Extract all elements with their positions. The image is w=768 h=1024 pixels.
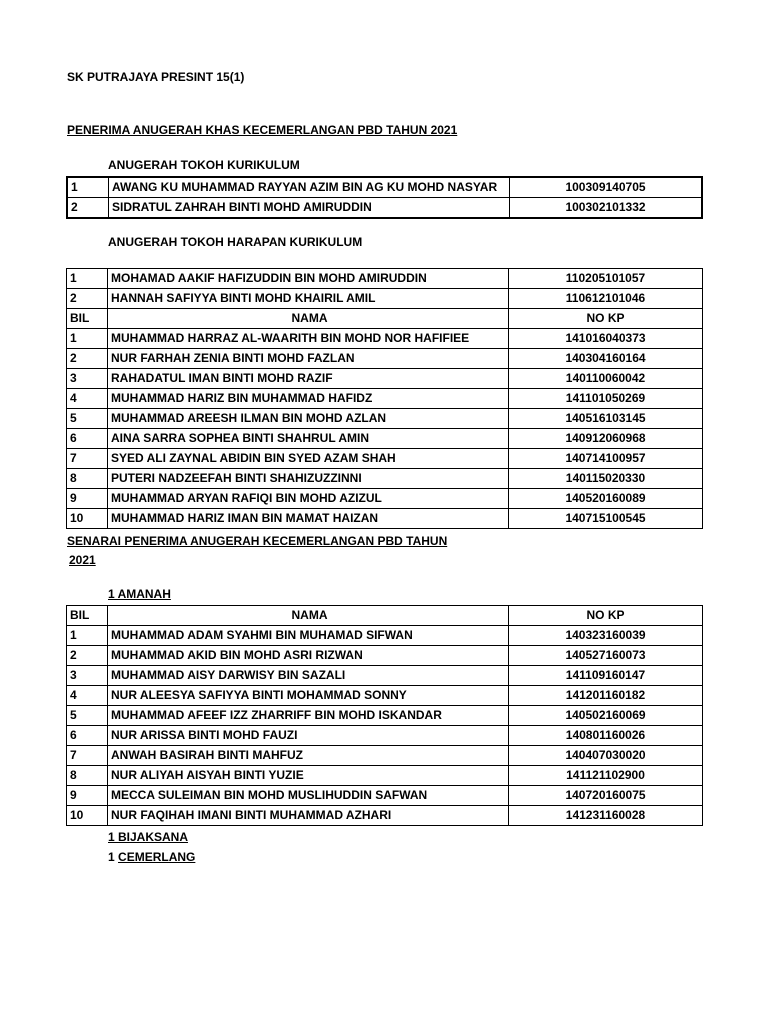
table-row — [67, 806, 703, 826]
nama-cell: NUR ARISSA BINTI MOHD FAUZI — [108, 726, 509, 746]
bil-cell: 2 — [67, 289, 108, 309]
bil-cell: 9 — [67, 786, 108, 806]
bil-cell: 2 — [67, 198, 109, 219]
nokp-cell: 141101050269 — [509, 389, 703, 409]
table-row — [67, 766, 703, 786]
bil-cell: 2 — [67, 349, 108, 369]
nokp-cell: 140110060042 — [509, 369, 703, 389]
bil-cell: 1 — [67, 177, 109, 198]
table-row — [67, 469, 703, 489]
cemerlang-number: 1 — [108, 850, 115, 864]
table-row — [67, 269, 703, 289]
table-row — [67, 746, 703, 766]
nokp-cell: 140407030020 — [509, 746, 703, 766]
cemerlang-title — [108, 850, 195, 864]
nokp-cell: 141121102900 — [509, 766, 703, 786]
bil-header: BIL — [67, 309, 108, 329]
bil-cell: 2 — [67, 646, 108, 666]
table-header-row — [67, 309, 703, 329]
table-row — [67, 198, 702, 219]
nama-cell: NUR FARHAH ZENIA BINTI MOHD FAZLAN — [108, 349, 509, 369]
nokp-cell: 141231160028 — [509, 806, 703, 826]
nama-cell: ANWAH BASIRAH BINTI MAHFUZ — [108, 746, 509, 766]
table-row — [67, 329, 703, 349]
nama-cell: SYED ALI ZAYNAL ABIDIN BIN SYED AZAM SHAH — [108, 449, 509, 469]
table-row — [67, 509, 703, 529]
bil-cell: 9 — [67, 489, 108, 509]
nokp-cell: 140715100545 — [509, 509, 703, 529]
bijaksana-title: 1 BIJAKSANA — [108, 830, 189, 844]
bil-cell: 3 — [67, 369, 108, 389]
nama-cell: MUHAMMAD AKID BIN MOHD ASRI RIZWAN — [108, 646, 509, 666]
nama-cell: MUHAMMAD AREESH ILMAN BIN MOHD AZLAN — [108, 409, 509, 429]
table-row — [67, 686, 703, 706]
table-row — [67, 349, 703, 369]
nama-cell: SIDRATUL ZAHRAH BINTI MOHD AMIRUDDIN — [109, 198, 510, 219]
nokp-cell: 140323160039 — [509, 626, 703, 646]
bil-cell: 6 — [67, 726, 108, 746]
nokp-cell: 141109160147 — [509, 666, 703, 686]
table-row — [67, 289, 703, 309]
amanah-table — [66, 605, 703, 826]
nama-cell: AINA SARRA SOPHEA BINTI SHAHRUL AMIN — [108, 429, 509, 449]
nama-cell: MECCA SULEIMAN BIN MOHD MUSLIHUDDIN SAFWAN — [108, 786, 509, 806]
nokp-cell: 100309140705 — [510, 177, 703, 198]
bil-header: BIL — [67, 606, 108, 626]
bil-cell: 3 — [67, 666, 108, 686]
nokp-cell: 100302101332 — [510, 198, 703, 219]
bil-cell: 8 — [67, 766, 108, 786]
nama-cell: PUTERI NADZEEFAH BINTI SHAHIZUZZINNI — [108, 469, 509, 489]
table-row — [67, 626, 703, 646]
table-row — [67, 409, 703, 429]
nokp-cell: 141016040373 — [509, 329, 703, 349]
nama-cell: MOHAMAD AAKIF HAFIZUDDIN BIN MOHD AMIRUDDIN — [108, 269, 509, 289]
nokp-cell: 140516103145 — [509, 409, 703, 429]
nokp-cell: 140527160073 — [509, 646, 703, 666]
nokp-cell: 141201160182 — [509, 686, 703, 706]
nama-cell: MUHAMMAD ADAM SYAHMI BIN MUHAMAD SIFWAN — [108, 626, 509, 646]
tokoh-harapan-title: ANUGERAH TOKOH HARAPAN KURIKULUM — [108, 235, 363, 249]
nokp-cell: 140502160069 — [509, 706, 703, 726]
bil-cell: 1 — [67, 269, 108, 289]
table-row — [67, 389, 703, 409]
table-row — [67, 646, 703, 666]
nama-cell: AWANG KU MUHAMMAD RAYYAN AZIM BIN AG KU MOHD NASYAR — [109, 177, 510, 198]
table-row — [67, 449, 703, 469]
nama-cell: MUHAMMAD HARIZ IMAN BIN MAMAT HAIZAN — [108, 509, 509, 529]
nokp-cell: 140912060968 — [509, 429, 703, 449]
nama-cell: MUHAMMAD ARYAN RAFIQI BIN MOHD AZIZUL — [108, 489, 509, 509]
table-row — [67, 706, 703, 726]
nokp-cell: 140720160075 — [509, 786, 703, 806]
table-row — [67, 429, 703, 449]
table-row — [67, 369, 703, 389]
table-row — [67, 666, 703, 686]
senarai-heading-line1: SENARAI PENERIMA ANUGERAH KECEMERLANGAN PBD TAHUN — [67, 534, 448, 548]
nokp-cell: 140801160026 — [509, 726, 703, 746]
bil-cell: 8 — [67, 469, 108, 489]
special-award-heading: PENERIMA ANUGERAH KHAS KECEMERLANGAN PBD TAHUN 2021 — [67, 123, 458, 137]
main-list-table — [66, 268, 703, 529]
nokp-cell: 110612101046 — [509, 289, 703, 309]
nama-cell: RAHADATUL IMAN BINTI MOHD RAZIF — [108, 369, 509, 389]
nama-cell: NUR FAQIHAH IMANI BINTI MUHAMMAD AZHARI — [108, 806, 509, 826]
nokp-cell: 140304160164 — [509, 349, 703, 369]
bil-cell: 7 — [67, 449, 108, 469]
nama-cell: MUHAMMAD AFEEF IZZ ZHARRIFF BIN MOHD ISKANDAR — [108, 706, 509, 726]
cemerlang-label: CEMERLANG — [118, 850, 196, 864]
nokp-cell: 140115020330 — [509, 469, 703, 489]
nokp-cell: 110205101057 — [509, 269, 703, 289]
nama-cell: NUR ALIYAH AISYAH BINTI YUZIE — [108, 766, 509, 786]
bil-cell: 5 — [67, 706, 108, 726]
senarai-heading-line2: 2021 — [69, 553, 96, 567]
table-header-row — [67, 606, 703, 626]
nama-header: NAMA — [108, 309, 509, 329]
nama-cell: HANNAH SAFIYYA BINTI MOHD KHAIRIL AMIL — [108, 289, 509, 309]
bil-cell: 5 — [67, 409, 108, 429]
amanah-title: 1 AMANAH — [108, 587, 171, 601]
tokoh-kurikulum-title: ANUGERAH TOKOH KURIKULUM — [108, 158, 300, 172]
table-row — [67, 726, 703, 746]
nokp-header: NO KP — [509, 606, 703, 626]
nokp-header: NO KP — [509, 309, 703, 329]
nama-cell: NUR ALEESYA SAFIYYA BINTI MOHAMMAD SONNY — [108, 686, 509, 706]
tokoh-kurikulum-table — [66, 176, 703, 219]
bil-cell: 4 — [67, 686, 108, 706]
table-row — [67, 177, 702, 198]
nokp-cell: 140714100957 — [509, 449, 703, 469]
bil-cell: 6 — [67, 429, 108, 449]
nama-cell: MUHAMMAD AISY DARWISY BIN SAZALI — [108, 666, 509, 686]
table-row — [67, 489, 703, 509]
table-row — [67, 786, 703, 806]
nokp-cell: 140520160089 — [509, 489, 703, 509]
nama-cell: MUHAMMAD HARIZ BIN MUHAMMAD HAFIDZ — [108, 389, 509, 409]
nama-cell: MUHAMMAD HARRAZ AL-WAARITH BIN MOHD NOR HAFIFIEE — [108, 329, 509, 349]
bil-cell: 10 — [67, 509, 108, 529]
bil-cell: 4 — [67, 389, 108, 409]
nama-header: NAMA — [108, 606, 509, 626]
bil-cell: 1 — [67, 626, 108, 646]
bil-cell: 10 — [67, 806, 108, 826]
bil-cell: 7 — [67, 746, 108, 766]
school-title: SK PUTRAJAYA PRESINT 15(1) — [67, 70, 245, 84]
bil-cell: 1 — [67, 329, 108, 349]
